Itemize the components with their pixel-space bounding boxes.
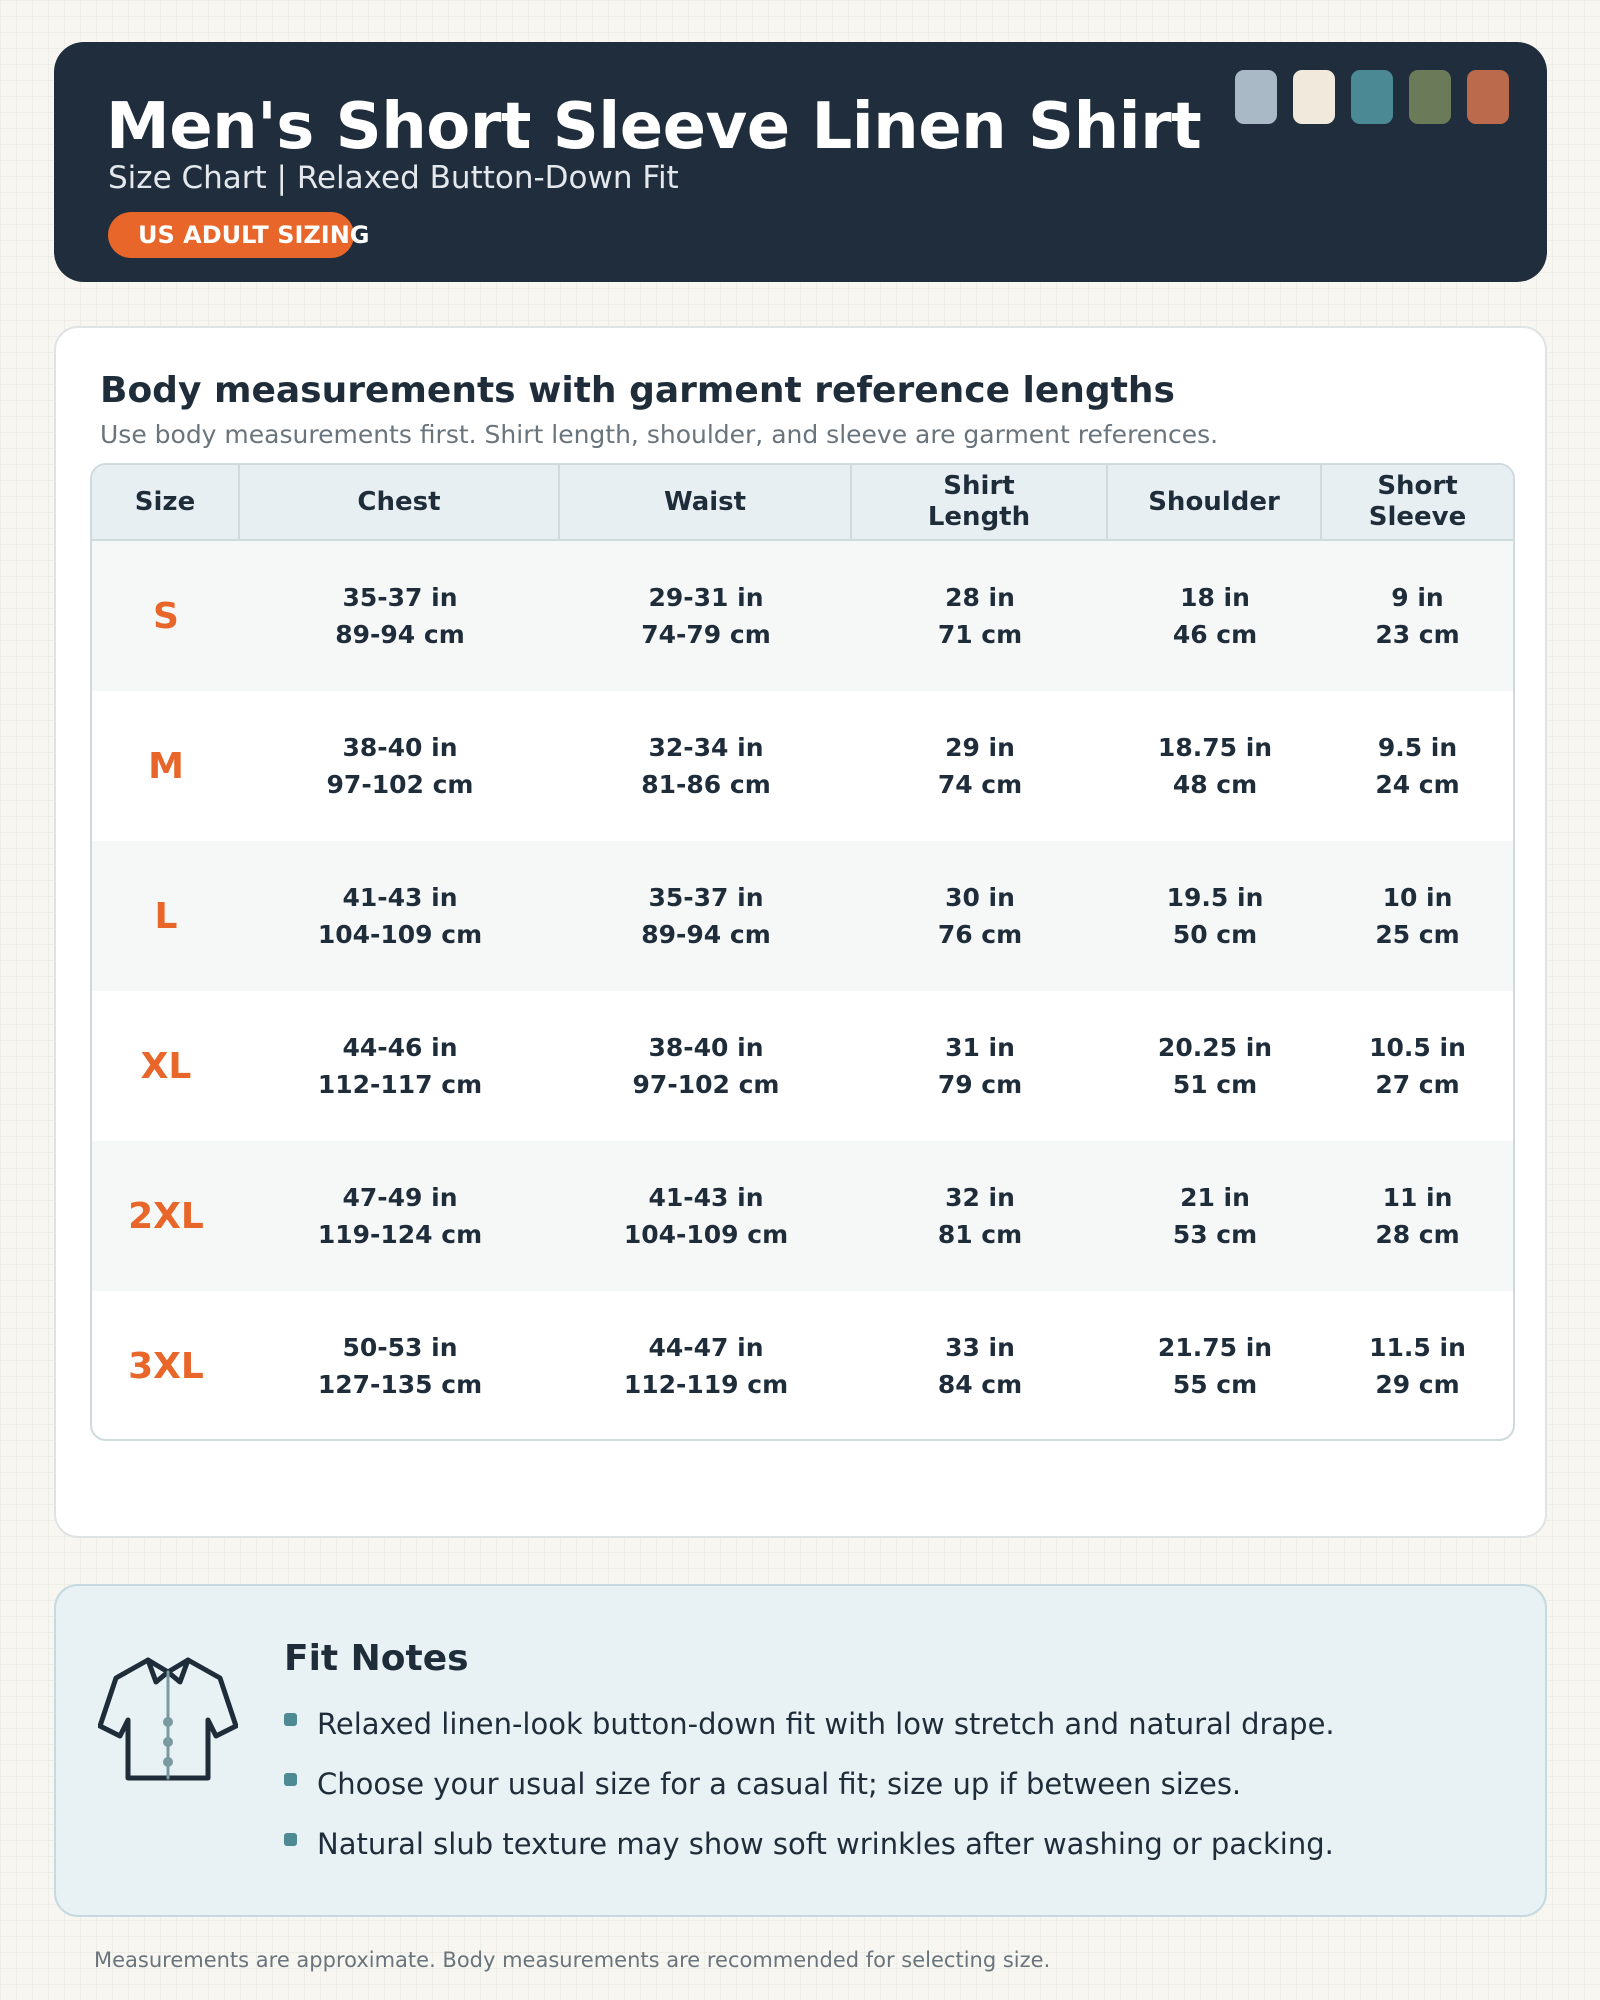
- table-row: [92, 841, 1513, 991]
- cell-chest-value: 127-135 cm: [317, 1370, 483, 1399]
- cell-size-value: L: [154, 895, 178, 937]
- cell-chest-value: 38-40 in: [342, 733, 458, 762]
- cell-shirt-length-value: 32 in: [945, 1183, 1015, 1212]
- cell-shoulder-value: 50 cm: [1172, 920, 1258, 949]
- cell-shirt-length-value: 74 cm: [937, 770, 1023, 799]
- column-header-short-sleeve-label: Short Sleeve: [1368, 471, 1467, 532]
- bullet-icon: [284, 1833, 297, 1846]
- cell-shoulder-value: 46 cm: [1172, 620, 1258, 649]
- cell-chest-value: 44-46 in: [342, 1033, 458, 1062]
- header-banner: [54, 42, 1547, 282]
- fit-notes-heading: Fit Notes: [284, 1638, 469, 1679]
- cell-chest: [240, 1141, 560, 1291]
- cell-short-sleeve-value: 11.5 in: [1369, 1333, 1466, 1362]
- cell-short-sleeve-value: 23 cm: [1375, 620, 1460, 649]
- cell-short-sleeve-value: 11 in: [1382, 1183, 1453, 1212]
- cell-short-sleeve-value: 9.5 in: [1377, 733, 1458, 762]
- cell-size: [92, 991, 240, 1141]
- cell-shirt-length: [852, 991, 1108, 1141]
- cell-size-value: M: [148, 745, 184, 787]
- color-swatch[interactable]: [1467, 70, 1509, 124]
- cell-chest-value: 104-109 cm: [317, 920, 483, 949]
- fit-notes-panel: [54, 1584, 1547, 1917]
- column-header-shirt-length: [852, 465, 1108, 539]
- cell-shoulder: [1108, 841, 1322, 991]
- cell-shirt-length: [852, 541, 1108, 691]
- cell-chest: [240, 991, 560, 1141]
- section-heading: Body measurements with garment reference lengths: [100, 370, 1175, 411]
- cell-short-sleeve-value: 29 cm: [1375, 1370, 1460, 1399]
- cell-waist-value: 74-79 cm: [641, 620, 771, 649]
- cell-size: [92, 1291, 240, 1441]
- table-row: [92, 991, 1513, 1141]
- cell-short-sleeve: [1322, 1141, 1513, 1291]
- cell-size: [92, 691, 240, 841]
- cell-shirt-length-value: 76 cm: [937, 920, 1023, 949]
- cell-short-sleeve: [1322, 841, 1513, 991]
- cell-waist-value: 29-31 in: [648, 583, 764, 612]
- cell-chest: [240, 1291, 560, 1441]
- cell-short-sleeve-value: 10 in: [1382, 883, 1453, 912]
- bullet-icon: [284, 1713, 297, 1726]
- fit-notes-list: [284, 1694, 1335, 1874]
- cell-chest-value: 97-102 cm: [326, 770, 474, 799]
- cell-chest-value: 35-37 in: [342, 583, 458, 612]
- cell-short-sleeve: [1322, 991, 1513, 1141]
- cell-shirt-length-value: 31 in: [945, 1033, 1015, 1062]
- section-description: Use body measurements first. Shirt length, shoulder, and sleeve are garment references.: [100, 420, 1219, 449]
- footer-disclaimer: Measurements are approximate. Body measurements are recommended for selecting size.: [94, 1948, 1051, 1972]
- cell-shirt-length-value: 30 in: [945, 883, 1015, 912]
- cell-chest: [240, 841, 560, 991]
- cell-short-sleeve-value: 24 cm: [1375, 770, 1460, 799]
- fit-note-text: Choose your usual size for a casual fit; size up if between sizes.: [317, 1767, 1242, 1801]
- cell-shirt-length: [852, 1141, 1108, 1291]
- table-row: [92, 1291, 1513, 1441]
- color-swatch[interactable]: [1235, 70, 1277, 124]
- cell-shirt-length-value: 79 cm: [937, 1070, 1023, 1099]
- color-swatches: [1235, 70, 1509, 124]
- cell-waist: [560, 541, 852, 691]
- sizing-badge-label: US ADULT SIZING: [138, 221, 370, 249]
- cell-waist-value: 38-40 in: [648, 1033, 764, 1062]
- cell-short-sleeve-value: 25 cm: [1375, 920, 1460, 949]
- color-swatch[interactable]: [1409, 70, 1451, 124]
- cell-chest: [240, 541, 560, 691]
- cell-waist-value: 97-102 cm: [632, 1070, 780, 1099]
- cell-short-sleeve: [1322, 541, 1513, 691]
- cell-chest-value: 47-49 in: [342, 1183, 458, 1212]
- cell-waist: [560, 1141, 852, 1291]
- column-header-chest: Chest: [240, 465, 560, 539]
- cell-shoulder: [1108, 1141, 1322, 1291]
- cell-shoulder-value: 53 cm: [1172, 1220, 1258, 1249]
- cell-waist-value: 81-86 cm: [641, 770, 771, 799]
- cell-waist: [560, 841, 852, 991]
- cell-shirt-length: [852, 841, 1108, 991]
- cell-shoulder-value: 21.75 in: [1157, 1333, 1273, 1362]
- cell-shirt-length-value: 84 cm: [937, 1370, 1023, 1399]
- cell-waist-value: 44-47 in: [648, 1333, 764, 1362]
- column-header-shoulder: Shoulder: [1108, 465, 1322, 539]
- cell-shoulder: [1108, 1291, 1322, 1441]
- cell-shoulder: [1108, 991, 1322, 1141]
- cell-waist-value: 35-37 in: [648, 883, 764, 912]
- cell-chest-value: 112-117 cm: [317, 1070, 483, 1099]
- table-row: [92, 541, 1513, 691]
- cell-shirt-length: [852, 1291, 1108, 1441]
- cell-waist-value: 104-109 cm: [623, 1220, 789, 1249]
- cell-chest-value: 119-124 cm: [317, 1220, 483, 1249]
- cell-chest-value: 50-53 in: [342, 1333, 458, 1362]
- cell-waist-value: 32-34 in: [648, 733, 764, 762]
- cell-chest-value: 89-94 cm: [335, 620, 465, 649]
- cell-size: [92, 1141, 240, 1291]
- cell-shoulder-value: 19.5 in: [1166, 883, 1264, 912]
- cell-waist: [560, 691, 852, 841]
- column-header-shirt-length-label: Shirt Length: [927, 471, 1031, 532]
- color-swatch[interactable]: [1351, 70, 1393, 124]
- cell-shoulder: [1108, 691, 1322, 841]
- column-header-size: Size: [92, 465, 240, 539]
- cell-waist-value: 112-119 cm: [623, 1370, 789, 1399]
- cell-short-sleeve-value: 9 in: [1391, 583, 1444, 612]
- cell-shirt-length-value: 28 in: [945, 583, 1015, 612]
- column-header-short-sleeve: [1322, 465, 1513, 539]
- page-subtitle: Size Chart | Relaxed Button-Down Fit: [108, 160, 679, 196]
- page-title: Men's Short Sleeve Linen Shirt: [106, 90, 1202, 164]
- list-item: [284, 1754, 1335, 1814]
- cell-shoulder-value: 55 cm: [1172, 1370, 1258, 1399]
- cell-shoulder-value: 51 cm: [1172, 1070, 1258, 1099]
- table-header: [92, 465, 1513, 541]
- cell-shoulder-value: 21 in: [1180, 1183, 1250, 1212]
- cell-shirt-length-value: 33 in: [945, 1333, 1015, 1362]
- cell-short-sleeve: [1322, 691, 1513, 841]
- cell-waist-value: 89-94 cm: [641, 920, 771, 949]
- column-header-waist: Waist: [560, 465, 852, 539]
- cell-shoulder-value: 48 cm: [1172, 770, 1258, 799]
- size-table: [90, 463, 1515, 1441]
- cell-shirt-length: [852, 691, 1108, 841]
- list-item: [284, 1814, 1335, 1874]
- cell-shirt-length-value: 29 in: [945, 733, 1015, 762]
- cell-shoulder-value: 20.25 in: [1157, 1033, 1273, 1062]
- size-chart-card: [54, 326, 1547, 1538]
- list-item: [284, 1694, 1335, 1754]
- cell-chest: [240, 691, 560, 841]
- table-row: [92, 1141, 1513, 1291]
- fit-note-text: Natural slub texture may show soft wrinkles after washing or packing.: [317, 1827, 1334, 1861]
- cell-shoulder-value: 18 in: [1180, 583, 1250, 612]
- shirt-icon: [98, 1648, 238, 1788]
- cell-waist: [560, 991, 852, 1141]
- cell-shoulder: [1108, 541, 1322, 691]
- bullet-icon: [284, 1773, 297, 1786]
- cell-short-sleeve: [1322, 1291, 1513, 1441]
- color-swatch[interactable]: [1293, 70, 1335, 124]
- cell-size-value: 3XL: [128, 1345, 204, 1387]
- cell-waist-value: 41-43 in: [648, 1183, 764, 1212]
- cell-shirt-length-value: 81 cm: [937, 1220, 1023, 1249]
- cell-short-sleeve-value: 27 cm: [1375, 1070, 1460, 1099]
- cell-shoulder-value: 18.75 in: [1157, 733, 1273, 762]
- cell-waist: [560, 1291, 852, 1441]
- cell-size-value: XL: [140, 1045, 192, 1087]
- cell-size-value: 2XL: [128, 1195, 204, 1237]
- cell-short-sleeve-value: 28 cm: [1375, 1220, 1460, 1249]
- table-body: [92, 541, 1513, 1441]
- cell-size: [92, 541, 240, 691]
- cell-chest-value: 41-43 in: [342, 883, 458, 912]
- cell-size-value: S: [153, 595, 179, 637]
- cell-size: [92, 841, 240, 991]
- cell-shirt-length-value: 71 cm: [937, 620, 1023, 649]
- table-row: [92, 691, 1513, 841]
- fit-note-text: Relaxed linen-look button-down fit with low stretch and natural drape.: [317, 1707, 1335, 1741]
- cell-short-sleeve-value: 10.5 in: [1369, 1033, 1466, 1062]
